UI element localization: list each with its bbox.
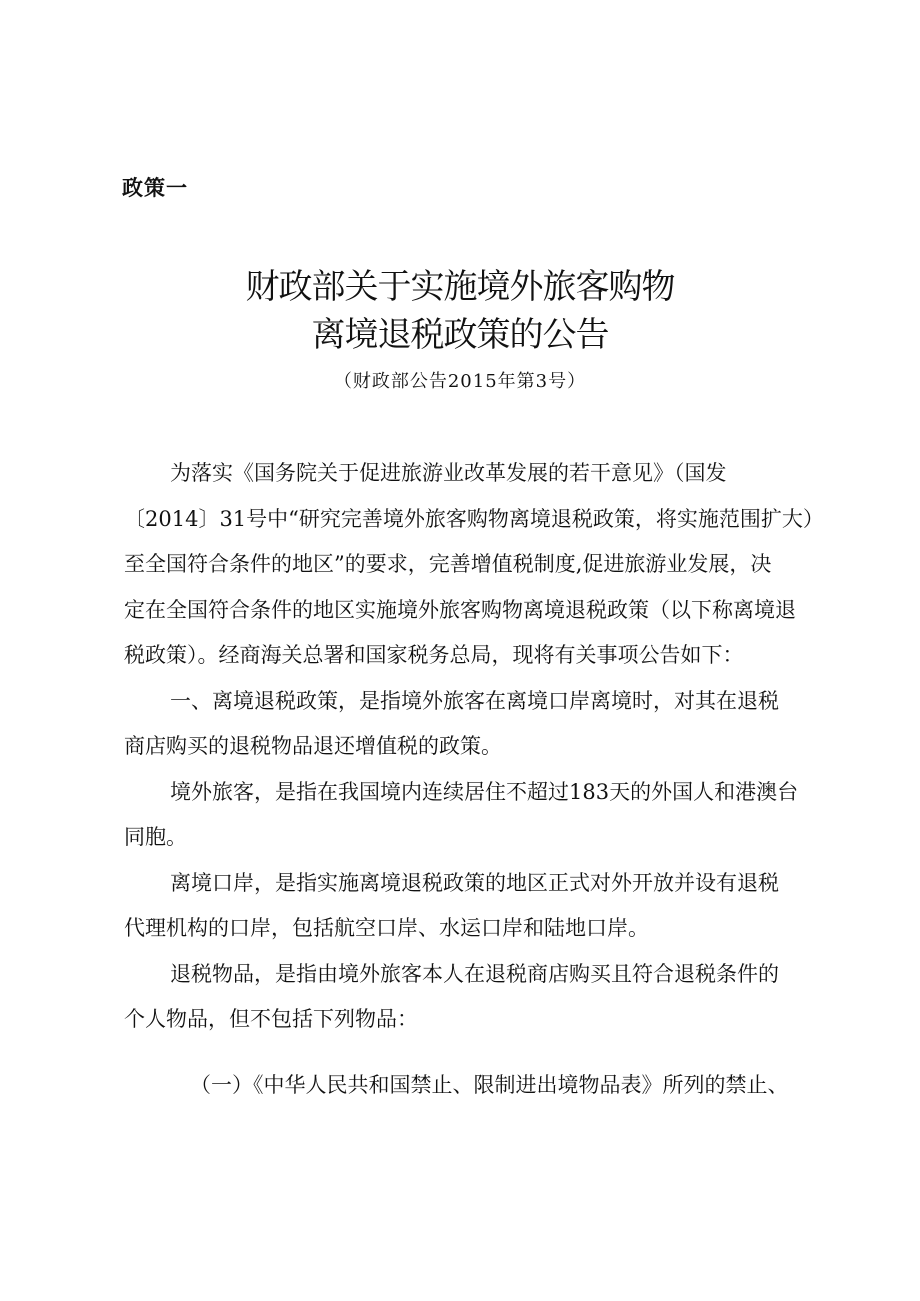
body-line: 〔2014〕31号中“研究完善境外旅客购物离境退税政策，将实施范围扩大） (124, 506, 824, 531)
body-line: 境外旅客，是指在我国境内连续居住不超过183天的外国人和港澳台 (170, 779, 799, 804)
body-line: 个人物品，但不包括下列物品： (124, 1007, 418, 1031)
body-line: 代理机构的口岸，包括航空口岸、水运口岸和陆地口岸。 (124, 916, 649, 940)
body-line: 离境口岸，是指实施离境退税政策的地区正式对外开放并设有退税 (170, 870, 779, 895)
body-line: （一）《中华人民共和国禁止、限制进出境物品表》所列的禁止、 (190, 1072, 789, 1097)
body-line: 商店购买的退税物品退还增值税的政策。 (124, 734, 502, 758)
document-title-line-2: 离境退税政策的公告 (311, 315, 609, 355)
body-line: 税政策）。经商海关总署和国家税务总局，现将有关事项公告如下： (124, 643, 744, 667)
document-title-line-1: 财政部关于实施境外旅客购物 (245, 267, 675, 307)
document-number: （财政部公告2015年第3号） (333, 371, 587, 392)
paragraph-gap (124, 1043, 814, 1063)
body-line: 定在全国符合条件的地区实施境外旅客购物离境退税政策（以下称离境退 (124, 597, 796, 622)
document-body (124, 451, 824, 1108)
body-line: 为落实《国务院关于促进旅游业改革发展的若干意见》（国发 (170, 461, 727, 485)
body-line: 退税物品，是指由境外旅客本人在退税商店购买且符合退税条件的 (170, 961, 779, 986)
policy-tag: 政策一 (122, 176, 188, 200)
body-line: 同胞。 (124, 825, 187, 849)
body-line: 一、离境退税政策，是指境外旅客在离境口岸离境时，对其在退税 (170, 688, 779, 713)
body-line: 至全国符合条件的地区”的要求，完善增值税制度,促进旅游业发展，决 (124, 552, 772, 576)
